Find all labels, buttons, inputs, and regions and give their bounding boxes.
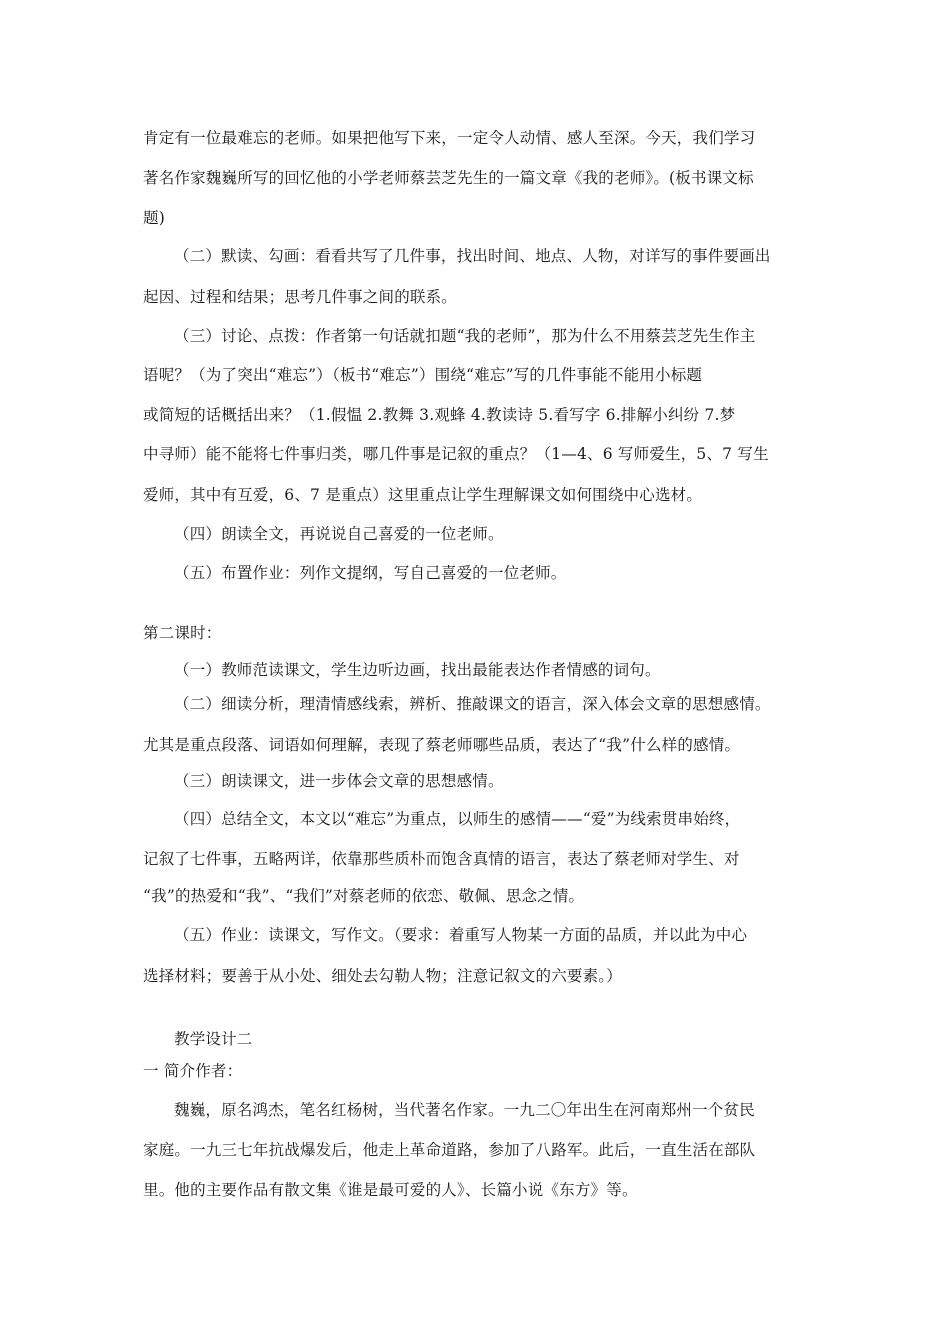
paragraph-line: 或简短的话概括出来？（1.假愠 2.教舞 3.观蜂 4.教读诗 5.看写字 6.排解小纠纷 7.梦	[143, 406, 736, 424]
paragraph-line: 爱师，其中有互爱，6、7 是重点）这里重点让学生理解课文如何围绕中心选材。	[143, 486, 703, 504]
section-heading: 教学设计二	[174, 1030, 253, 1048]
paragraph-line: （四）朗读全文，再说说自己喜爱的一位老师。	[174, 525, 504, 543]
paragraph-line: 家庭。一九三七年抗战爆发后，他走上革命道路，参加了八路军。此后，一直生活在部队	[143, 1141, 756, 1159]
paragraph-line: 起因、过程和结果；思考几件事之间的联系。	[143, 288, 458, 306]
paragraph-line: （五）布置作业：列作文提纲，写自己喜爱的一位老师。	[174, 564, 567, 582]
paragraph-line: （五）作业：读课文，写作文。（要求：着重写人物某一方面的品质，并以此为中心	[174, 926, 748, 944]
section-heading: 第二课时：	[143, 624, 222, 642]
paragraph-line: 里。他的主要作品有散文集《谁是最可爱的人》、长篇小说《东方》等。	[143, 1181, 638, 1199]
paragraph-line: （三）讨论、点拨：作者第一句话就扣题“我的老师”，那为什么不用蔡芸芝先生作主	[174, 327, 756, 345]
paragraph-line: 肯定有一位最难忘的老师。如果把他写下来，一定令人动情、感人至深。今天，我们学习	[143, 129, 756, 147]
paragraph-line: 尤其是重点段落、词语如何理解，表现了蔡老师哪些品质，表达了“我”什么样的感情。	[143, 736, 741, 754]
paragraph-line: （三）朗读课文，进一步体会文章的思想感情。	[174, 772, 504, 790]
paragraph-line: （一）教师范读课文，学生边听边画，找出最能表达作者情感的词句。	[174, 661, 661, 679]
paragraph-line: 选择材料；要善于从小处、细处去勾勒人物；注意记叙文的六要素。）	[143, 967, 622, 985]
paragraph-line: 语呢？（为了突出“难忘”）（板书“难忘”）围绕“难忘”写的几件事能不能用小标题	[143, 366, 703, 384]
paragraph-line: （二）默读、勾画：看看共写了几件事，找出时间、地点、人物，对详写的事件要画出	[174, 247, 771, 265]
paragraph-line: 著名作家魏巍所写的回忆他的小学老师蔡芸芝先生的一篇文章《我的老师》。(板书课文标	[143, 169, 754, 187]
paragraph-line: “我”的热爱和“我”、“我们”对蔡老师的依恋、敬佩、思念之情。	[143, 887, 585, 905]
paragraph-line: 魏巍，原名鸿杰，笔名红杨树，当代著名作家。一九二〇年出生在河南郑州一个贫民	[174, 1101, 755, 1119]
paragraph-line: 中寻师）能不能将七件事归类，哪几件事是记叙的重点？（1—4、6 写师爱生，5、7 写生	[143, 445, 769, 463]
paragraph-line: （二）细读分析，理清情感线索，辨析、推敲课文的语言，深入体会文章的思想感情。	[174, 695, 771, 713]
paragraph-line: 题)	[143, 209, 165, 227]
paragraph-line: （四）总结全文，本文以“难忘”为重点，以师生的感情——“爱”为线索贯串始终，	[174, 810, 741, 828]
section-heading: 一 简介作者：	[143, 1062, 243, 1080]
paragraph-line: 记叙了七件事，五略两详，依靠那些质朴而饱含真情的语言，表达了蔡老师对学生、对	[143, 850, 740, 868]
